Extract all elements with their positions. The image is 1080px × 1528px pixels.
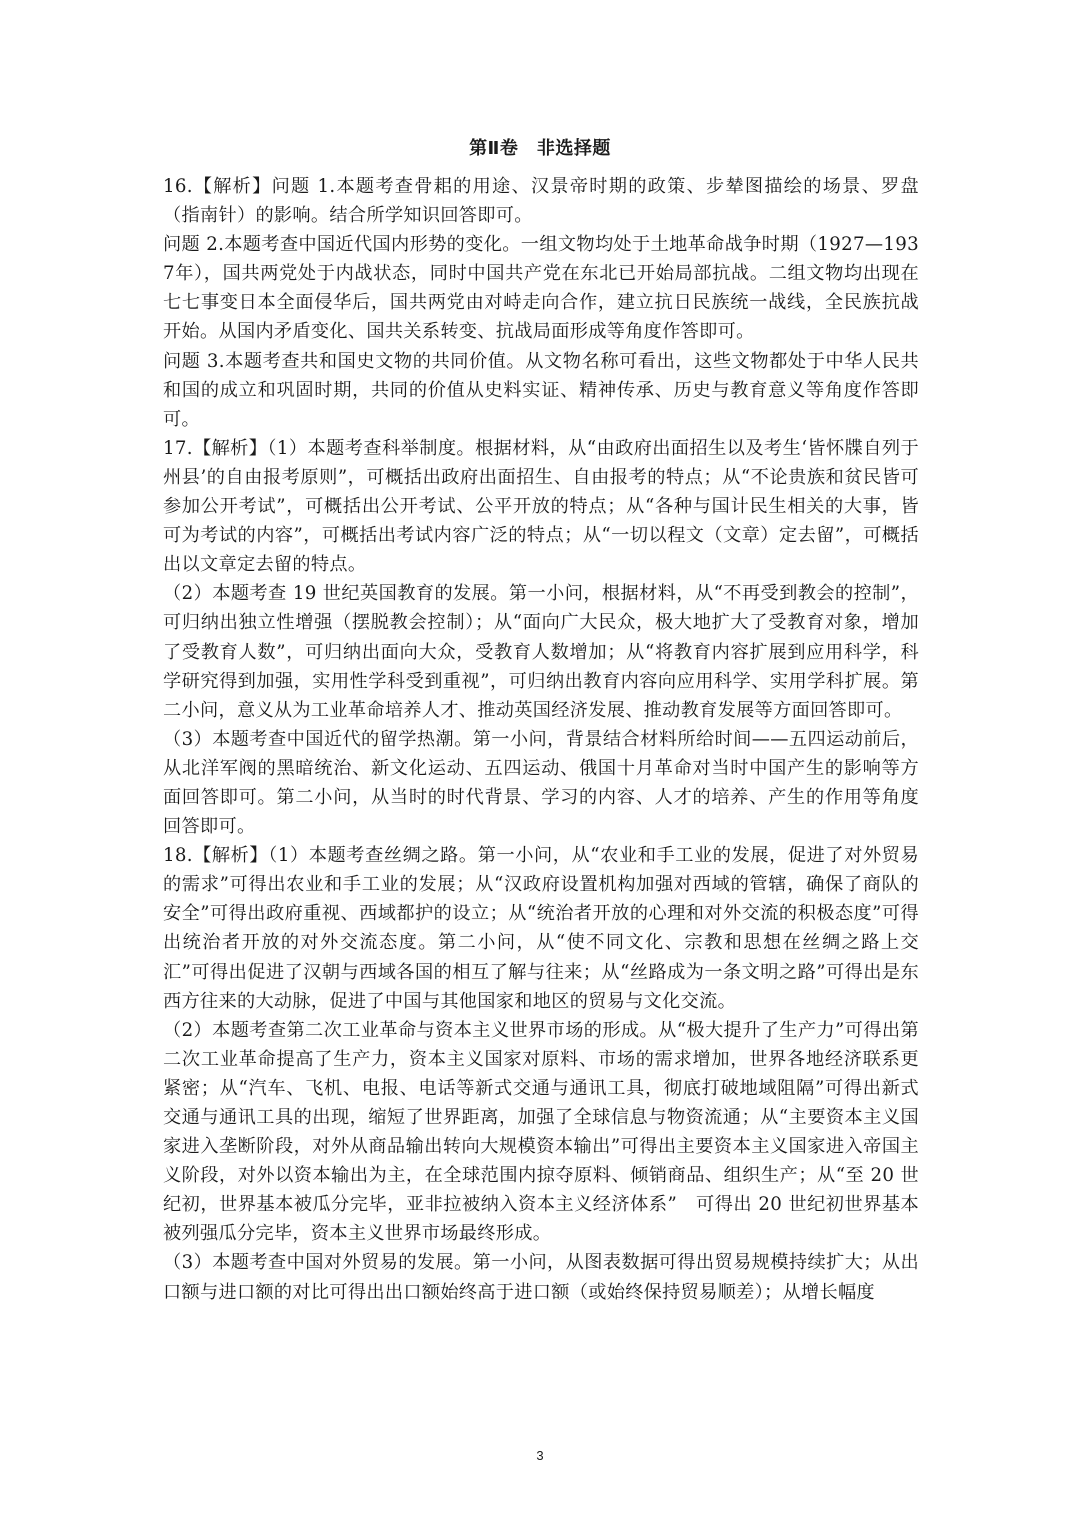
paragraph: 问题 2.本题考查中国近代国内形势的变化。一组文物均处于土地革命战争时期（1927—1937年），国共两党处于内战状态，同时中国共产党在东北已开始局部抗战。二组文物均出现在七七事变日本全面侵华后，国共两党由对峙走向合作，建立抗日民族统一战线，全民族抗战开始。从国内矛盾变化、国共关系转变、抗战局面形成等角度作答即可。 <box>163 234 919 343</box>
paragraph: （3）本题考查中国对外贸易的发展。第一小问，从图表数据可得出贸易规模持续扩大；从出口额与进口额的对比可得出出口额始终高于进口额（或始终保持贸易顺差）；从增长幅度 <box>163 1252 919 1303</box>
answer-body <box>163 172 919 1307</box>
paragraph: （2）本题考查第二次工业革命与资本主义世界市场的形成。从“极大提升了生产力”可得出第二次工业革命提高了生产力，资本主义国家对原料、市场的需求增加，世界各地经济联系更紧密；从“汽车、飞机、电报、电话等新式交通与通讯工具，彻底打破地域阻隔”可得出新式交通与通讯工具的出现，缩短了世界距离，加强了全球信息与物资流通；从“主要资本主义国家进入垄断阶段，对外从商品输出转向大规模资本输出”可得出主要资本主义国家进入帝国主义阶段，对外以资本输出为主，在全球范围内掠夺原料、倾销商品、组织生产；从“至 20 世纪初，世界基本被瓜分完毕，亚非拉被纳入资本主义经济体系” 可得出 20 世纪初世界基本被列强瓜分完毕，资本主义世界市场最终形成。 <box>163 1019 919 1245</box>
paragraph: （2）本题考查 19 世纪英国教育的发展。第一小问，根据材料，从“不再受到教会的控制”，可归纳出独立性增强（摆脱教会控制）；从“面向广大民众，极大地扩大了受教育对象，增加了受教育人数”，可归纳出面向大众，受教育人数增加；从“将教育内容扩展到应用科学，科学研究得到加强，实用性学科受到重视”，可归纳出教育内容向应用科学、实用学科扩展。第二小问，意义从为工业革命培养人才、推动英国经济发展、推动教育发展等方面回答即可。 <box>163 583 919 721</box>
paragraph: 16.【解析】问题 1.本题考查骨耜的用途、汉景帝时期的政策、步辇图描绘的场景、罗盘（指南针）的影响。结合所学知识回答即可。 <box>163 176 919 227</box>
paragraph: 18.【解析】（1）本题考查丝绸之路。第一小问，从“农业和手工业的发展，促进了对外贸易的需求”可得出农业和手工业的发展；从“汉政府设置机构加强对西域的管辖，确保了商队的安全”可得出政府重视、西域都护的设立；从“统治者开放的心理和对外交流的积极态度”可得出统治者开放的对外交流态度。第二小问，从“使不同文化、宗教和思想在丝绸之路上交汇”可得出促进了汉朝与西域各国的相互了解与往来；从“丝路成为一条文明之路”可得出是东西方往来的大动脉，促进了中国与其他国家和地区的贸易与文化交流。 <box>163 845 919 1012</box>
page-number: 3 <box>536 1448 544 1463</box>
paragraph: （3）本题考查中国近代的留学热潮。第一小问，背景结合材料所给时间——五四运动前后，从北洋军阀的黑暗统治、新文化运动、五四运动、俄国十月革命对当时中国产生的影响等方面回答即可。第二小问，从当时的时代背景、学习的内容、人才的培养、产生的作用等角度回答即可。 <box>163 728 919 838</box>
paragraph: 17.【解析】（1）本题考查科举制度。根据材料，从“由政府出面招生以及考生‘皆怀牒自列于州县’的自由报考原则”，可概括出政府出面招生、自由报考的特点；从“不论贵族和贫民皆可参加公开考试”，可概括出公开考试、公平开放的特点；从“各种与国计民生相关的大事，皆可为考试的内容”，可概括出考试内容广泛的特点；从“一切以程文（文章）定去留”，可概括出以文章定去留的特点。 <box>163 437 919 576</box>
paragraph: 问题 3.本题考查共和国史文物的共同价值。从文物名称可看出，这些文物都处于中华人民共和国的成立和巩固时期，共同的价值从史料实证、精神传承、历史与教育意义等角度作答即可。 <box>163 350 919 430</box>
section-title: 第Ⅱ卷 非选择题 <box>469 138 611 159</box>
